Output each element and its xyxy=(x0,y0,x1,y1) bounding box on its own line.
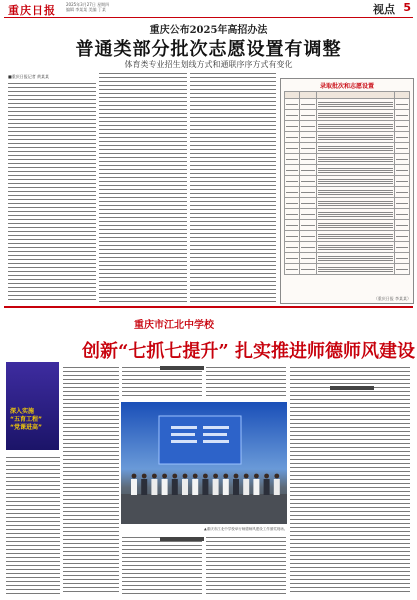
table-cell xyxy=(300,143,317,154)
table-cell xyxy=(395,242,410,253)
person-head xyxy=(254,474,259,479)
table-cell xyxy=(300,209,317,220)
table-cell xyxy=(300,132,317,143)
table-cell xyxy=(285,110,300,121)
banner-line-1: 深入实施 xyxy=(10,408,35,415)
person-body xyxy=(151,479,157,495)
person-body xyxy=(131,479,137,495)
table-cell xyxy=(395,253,410,264)
table-cell xyxy=(285,187,300,198)
article1-column-3 xyxy=(190,71,276,303)
table-cell xyxy=(300,121,317,132)
article2-column-4 xyxy=(206,365,286,399)
table-cell xyxy=(300,110,317,121)
table-cell xyxy=(317,187,395,198)
section-divider xyxy=(4,306,413,308)
table-row xyxy=(285,165,410,176)
article2-banner xyxy=(6,362,59,450)
table-header-cell xyxy=(317,92,395,99)
table-cell xyxy=(285,198,300,209)
person-body xyxy=(213,479,219,495)
table-cell xyxy=(317,132,395,143)
table-cell xyxy=(285,231,300,242)
table-row xyxy=(285,143,410,154)
section-name: 视点 xyxy=(373,3,395,16)
table-row xyxy=(285,198,410,209)
masthead-editors: 编辑 李某某 美编 丁某 xyxy=(66,7,106,12)
article2-column-2 xyxy=(63,365,119,595)
person-body xyxy=(162,479,168,495)
person-body xyxy=(223,479,229,495)
table-cell xyxy=(395,187,410,198)
page-number: 5 xyxy=(403,1,411,14)
table-row xyxy=(285,99,410,110)
table-row xyxy=(285,220,410,231)
table-cell xyxy=(395,231,410,242)
table-row xyxy=(285,253,410,264)
table-title: 录取批次和志愿设置 xyxy=(319,83,374,90)
table-cell xyxy=(285,165,300,176)
table-cell xyxy=(395,198,410,209)
person-body xyxy=(233,479,239,495)
person-head xyxy=(223,474,228,479)
article2-column-1 xyxy=(6,455,60,595)
table-cell xyxy=(300,154,317,165)
masthead-date: 2025年3月27日 星期四 xyxy=(66,2,110,7)
table-cell xyxy=(300,165,317,176)
table-row xyxy=(285,264,410,275)
table-cell xyxy=(395,176,410,187)
table-cell xyxy=(285,176,300,187)
paper-name: 重庆日报 xyxy=(8,4,56,17)
table-cell xyxy=(317,198,395,209)
table-cell xyxy=(317,209,395,220)
table-cell xyxy=(285,242,300,253)
table-row xyxy=(285,231,410,242)
article2-headline: 创新“七抓七提升” 扎实推进师德师风建设 xyxy=(82,341,415,362)
table-cell xyxy=(317,143,395,154)
masthead-meta xyxy=(66,2,109,12)
person-head xyxy=(183,474,188,479)
article1-kicker: 重庆公布2025年高招办法 xyxy=(149,25,268,36)
table-cell xyxy=(285,132,300,143)
table-cell xyxy=(300,99,317,110)
table-cell xyxy=(317,231,395,242)
table-cell xyxy=(285,253,300,264)
table-cell xyxy=(300,264,317,275)
admission-table xyxy=(284,91,410,275)
article1-column-2 xyxy=(99,71,187,303)
article1-headline: 普通类部分批次志愿设置有调整 xyxy=(75,39,342,60)
person-head xyxy=(264,474,269,479)
person-body xyxy=(274,479,280,495)
table-cell xyxy=(285,220,300,231)
table-cell xyxy=(300,176,317,187)
article2-subheading-2 xyxy=(330,386,374,390)
person-head xyxy=(193,474,198,479)
article1-subhead: 体育类专业招生划线方式和通联序序方式有变化 xyxy=(124,60,293,69)
table-cell xyxy=(395,143,410,154)
person-head xyxy=(244,474,249,479)
table-cell xyxy=(300,187,317,198)
table-cell xyxy=(317,99,395,110)
table-row xyxy=(285,154,410,165)
person-body xyxy=(172,479,178,495)
masthead xyxy=(4,0,413,18)
table-cell xyxy=(395,121,410,132)
article2-column-7 xyxy=(206,535,286,595)
table-cell xyxy=(300,231,317,242)
table-row xyxy=(285,132,410,143)
table-caption: （重庆日报 李某某） xyxy=(373,296,411,301)
table-cell xyxy=(285,209,300,220)
table-cell xyxy=(300,198,317,209)
person-head xyxy=(162,474,167,479)
person-head xyxy=(132,474,137,479)
table-cell xyxy=(317,264,395,275)
person-head xyxy=(203,474,208,479)
ceremony-photo xyxy=(121,402,287,524)
banner-line-3: “党课进高” xyxy=(10,424,42,431)
table-cell xyxy=(317,110,395,121)
ceremony-photo-image xyxy=(121,402,287,524)
table-row xyxy=(285,121,410,132)
article1-byline: ■重庆日报记者 黄某某 xyxy=(8,74,50,79)
table-cell xyxy=(300,220,317,231)
table-cell xyxy=(317,121,395,132)
article2-subheading-3 xyxy=(160,537,204,541)
person-head xyxy=(142,474,147,479)
table-cell xyxy=(285,264,300,275)
person-body xyxy=(192,479,198,495)
table-cell xyxy=(285,154,300,165)
table-row xyxy=(285,110,410,121)
article2-column-5 xyxy=(290,365,410,595)
table-cell xyxy=(317,176,395,187)
person-head xyxy=(274,474,279,479)
article2-column-6 xyxy=(122,535,202,595)
table-row xyxy=(285,242,410,253)
article2-kicker: 重庆市江北中学校 xyxy=(134,320,214,331)
table-cell xyxy=(317,220,395,231)
person-body xyxy=(141,479,147,495)
admission-table-box xyxy=(280,78,414,304)
person-head xyxy=(234,474,239,479)
table-row xyxy=(285,187,410,198)
table-cell xyxy=(395,132,410,143)
table-cell xyxy=(317,154,395,165)
table-cell xyxy=(317,253,395,264)
table-header-cell xyxy=(285,92,300,99)
person-head xyxy=(172,474,177,479)
person-body xyxy=(243,479,249,495)
person-body xyxy=(202,479,208,495)
table-cell xyxy=(395,99,410,110)
article2-subheading-1 xyxy=(160,366,204,370)
table-cell xyxy=(285,143,300,154)
table-row xyxy=(285,209,410,220)
table-header-row xyxy=(285,92,410,99)
person-head xyxy=(152,474,157,479)
table-cell xyxy=(395,154,410,165)
article1-column-1 xyxy=(8,81,96,303)
table-cell xyxy=(395,209,410,220)
person-body xyxy=(182,479,188,495)
table-cell xyxy=(300,253,317,264)
person-body xyxy=(253,479,259,495)
table-row xyxy=(285,176,410,187)
table-cell xyxy=(317,165,395,176)
article2-column-3 xyxy=(122,365,202,399)
table-cell xyxy=(395,264,410,275)
table-cell xyxy=(317,242,395,253)
table-header-cell xyxy=(395,92,410,99)
banner-line-2: “五育工程” xyxy=(10,416,42,423)
table-cell xyxy=(285,121,300,132)
photo-caption: ▲重庆市江北中学校举行师德师风建设工作颁奖现场。 xyxy=(204,527,288,531)
table-cell xyxy=(300,242,317,253)
person-head xyxy=(213,474,218,479)
table-cell xyxy=(395,165,410,176)
table-header-cell xyxy=(300,92,317,99)
table-cell xyxy=(395,220,410,231)
table-cell xyxy=(285,99,300,110)
person-body xyxy=(264,479,270,495)
table-cell xyxy=(395,110,410,121)
